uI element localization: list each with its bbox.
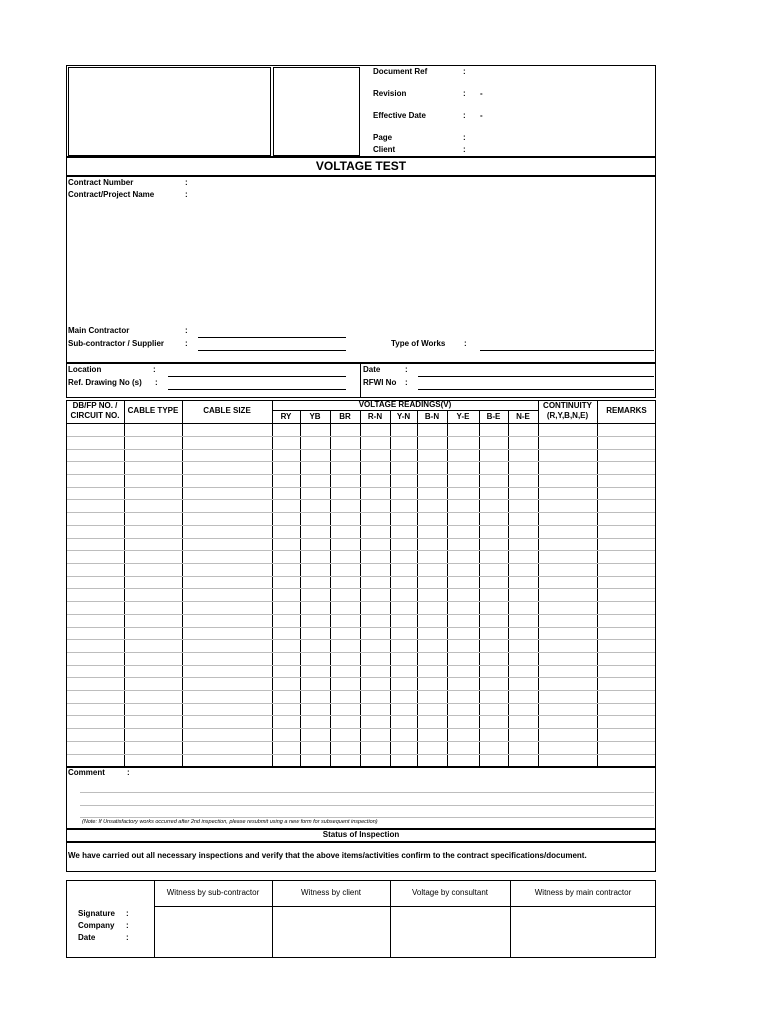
col-header-continuity-line2: (R,Y,B,N,E): [546, 411, 589, 420]
signature-box-sub-contractor[interactable]: [155, 907, 272, 957]
col-header-remarks: REMARKS: [606, 406, 647, 415]
witness-main-contractor-header: Witness by main contractor: [534, 888, 632, 897]
voltage-readings-header: VOLTAGE READINGS(V): [358, 400, 452, 409]
table-row[interactable]: [67, 538, 655, 539]
table-row[interactable]: [67, 665, 655, 666]
table-row[interactable]: [67, 614, 655, 615]
col-header-voltage: Y-E: [456, 412, 470, 421]
col-line: [182, 400, 183, 767]
date-field[interactable]: [418, 376, 654, 377]
colon: :: [153, 365, 156, 374]
table-row[interactable]: [67, 627, 655, 628]
table-row[interactable]: [67, 677, 655, 678]
col-header-voltage: B-E: [486, 412, 501, 421]
witness-sub-contractor-header: Witness by sub-contractor: [166, 888, 260, 897]
witness-client-header: Witness by client: [300, 888, 362, 897]
colon: :: [185, 326, 188, 335]
location-field[interactable]: [168, 376, 346, 377]
col-header-circuit: [66, 401, 124, 421]
colon: :: [126, 921, 129, 930]
table-row[interactable]: [67, 436, 655, 437]
colon: :: [127, 768, 130, 777]
project-name-label: Contract/Project Name: [68, 190, 155, 199]
header-bottom-line: [66, 423, 656, 424]
colon: :: [463, 111, 466, 120]
col-header-voltage: N-E: [516, 412, 530, 421]
table-row[interactable]: [67, 652, 655, 653]
readings-table: [66, 400, 656, 767]
revision-value: -: [480, 89, 483, 98]
col-header-voltage: YB: [309, 412, 321, 421]
effective-date-label: Effective Date: [373, 111, 426, 120]
table-row[interactable]: [67, 512, 655, 513]
col-header-continuity-line1: CONTINUITY: [543, 401, 592, 410]
col-line: [272, 400, 273, 767]
voltage-group-line: [272, 410, 538, 411]
table-row[interactable]: [67, 639, 655, 640]
divider: [360, 363, 361, 398]
table-row[interactable]: [67, 525, 655, 526]
col-header-voltage: BR: [339, 412, 351, 421]
col-line: [124, 400, 125, 767]
col-header-cable-type: CABLE TYPE: [127, 406, 179, 415]
colon: :: [155, 378, 158, 387]
colon: :: [464, 339, 467, 348]
company-label: Company: [78, 921, 115, 930]
colon: :: [463, 67, 466, 76]
table-row[interactable]: [67, 449, 655, 450]
ref-drawing-label: Ref. Drawing No (s): [68, 378, 142, 387]
col-header-circuit-line1: DB/FP NO. /: [72, 401, 118, 410]
table-row[interactable]: [67, 690, 655, 691]
colon: :: [463, 145, 466, 154]
colon: :: [126, 933, 129, 942]
table-row[interactable]: [67, 563, 655, 564]
page-label: Page: [373, 133, 393, 142]
type-of-works-field[interactable]: [480, 350, 654, 351]
status-title: Status of Inspection: [322, 830, 400, 839]
comment-line[interactable]: [80, 792, 654, 793]
signature-box-client[interactable]: [273, 907, 390, 957]
ref-drawing-field[interactable]: [168, 389, 346, 390]
table-row[interactable]: [67, 754, 655, 755]
status-statement: We have carried out all necessary inspections and verify that the above items/activities confirm to the contract specifications/document.: [68, 851, 587, 860]
colon: :: [463, 89, 466, 98]
col-header-voltage: R-N: [367, 412, 383, 421]
effective-date-value: -: [480, 111, 483, 120]
contract-number-label: Contract Number: [68, 178, 134, 187]
col-header-continuity: [538, 401, 597, 421]
col-header-voltage: RY: [280, 412, 292, 421]
table-row[interactable]: [67, 588, 655, 589]
colon: :: [405, 378, 408, 387]
witness-date-label: Date: [78, 933, 96, 942]
colon: :: [405, 365, 408, 374]
table-row[interactable]: [67, 703, 655, 704]
comment-label: Comment: [68, 768, 105, 777]
contract-block: [66, 176, 656, 363]
table-row[interactable]: [67, 728, 655, 729]
colon: :: [126, 909, 129, 918]
location-label: Location: [68, 365, 102, 374]
signature-box-consultant[interactable]: [391, 907, 510, 957]
colon: :: [185, 178, 188, 187]
table-row[interactable]: [67, 499, 655, 500]
rfwi-label: RFWI No: [363, 378, 397, 387]
comment-note: (Note: If Unsatisfactory works occurred after 2nd inspection, please resubmit using a new form for subsequent inspection): [82, 819, 378, 825]
col-header-voltage: B-N: [424, 412, 440, 421]
col-line: [538, 400, 539, 767]
table-row[interactable]: [67, 461, 655, 462]
table-row[interactable]: [67, 715, 655, 716]
client-label: Client: [373, 145, 396, 154]
colon: :: [463, 133, 466, 142]
table-row[interactable]: [67, 474, 655, 475]
form-title: VOLTAGE TEST: [315, 159, 407, 173]
main-contractor-label: Main Contractor: [68, 326, 130, 335]
table-row[interactable]: [67, 576, 655, 577]
colon: :: [185, 190, 188, 199]
rfwi-field[interactable]: [418, 389, 654, 390]
logo-area: [68, 67, 271, 156]
main-contractor-field[interactable]: [198, 337, 346, 338]
sub-contractor-label: Sub-contractor / Supplier: [68, 339, 165, 348]
revision-label: Revision: [373, 89, 407, 98]
witness-consultant-header: Voltage by consultant: [411, 888, 489, 897]
col-header-circuit-line2: CIRCUIT NO.: [70, 411, 120, 420]
table-row[interactable]: [67, 741, 655, 742]
col-header-cable-size: CABLE SIZE: [203, 406, 251, 415]
comment-line[interactable]: [80, 805, 654, 806]
col-line: [597, 400, 598, 767]
table-row[interactable]: [67, 601, 655, 602]
table-row[interactable]: [67, 487, 655, 488]
col-header-voltage: Y-N: [396, 412, 411, 421]
stamp-area: [273, 67, 360, 156]
signature-label: Signature: [78, 909, 115, 918]
colon: :: [185, 339, 188, 348]
sub-contractor-field[interactable]: [198, 350, 346, 351]
document-ref-label: Document Ref: [373, 67, 428, 76]
type-of-works-label: Type of Works: [391, 339, 446, 348]
date-label: Date: [363, 365, 381, 374]
table-row[interactable]: [67, 550, 655, 551]
signature-box-main-contractor[interactable]: [511, 907, 655, 957]
